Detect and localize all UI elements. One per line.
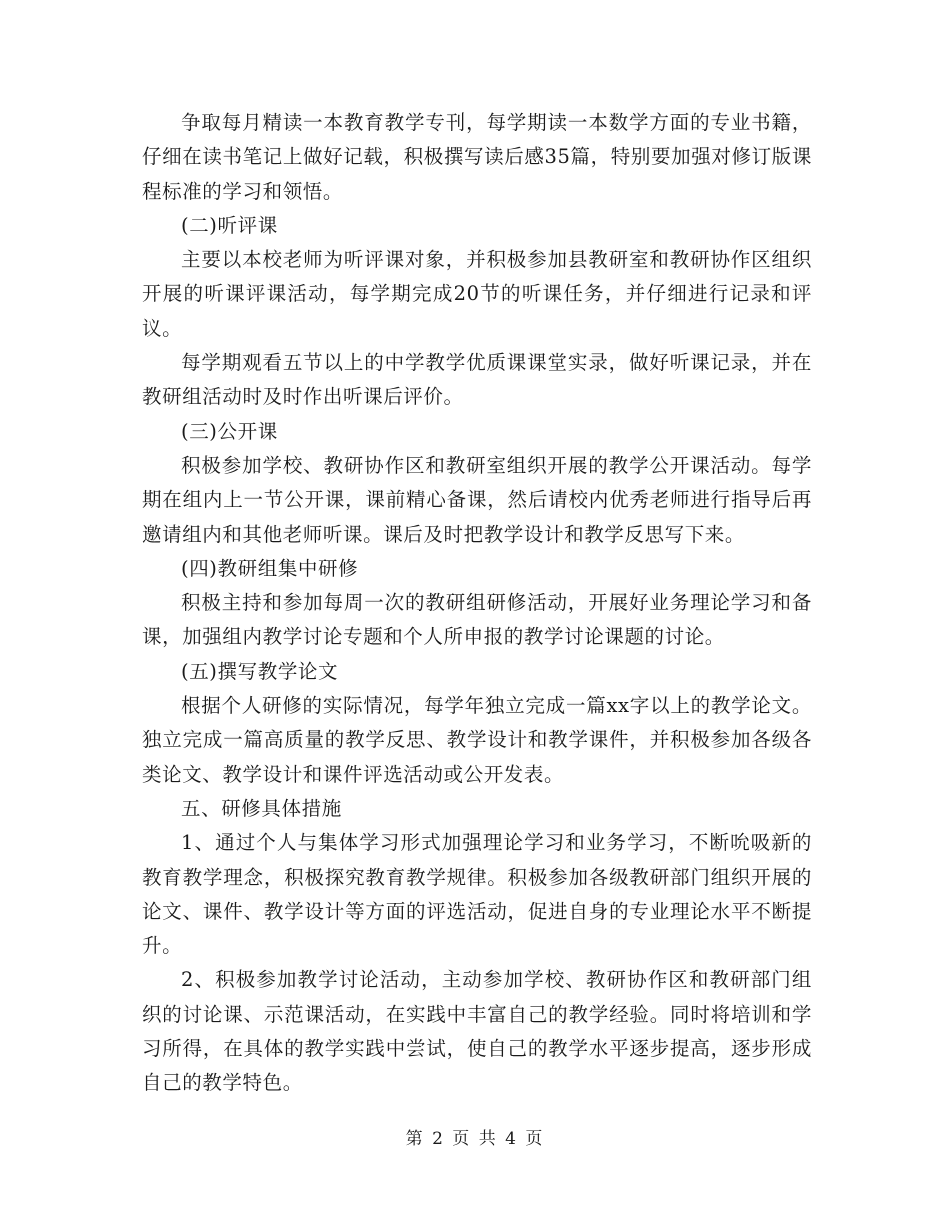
document-body	[142, 106, 812, 1101]
paragraph-open-class: 积极参加学校、教研协作区和教研室组织开展的教学公开课活动。每学期在组内上一节公开课，课前精心备课，然后请校内优秀老师进行指导后再邀请组内和其他老师听课。课后及时把教学设计和教学反思写下来。	[142, 453, 812, 546]
page-number-footer: 第 2 页 共 4 页	[405, 1129, 545, 1149]
paragraph-measure-2: 2、积极参加教学讨论活动，主动参加学校、教研协作区和教研部门组织的讨论课、示范课活动，在实践中丰富自己的教学经验。同时将培训和学习所得，在具体的教学实践中尝试，使自己的教学水平逐步提高，逐步形成自己的教学特色。	[142, 968, 812, 1095]
paragraph-thesis-writing: 根据个人研修的实际情况，每学年独立完成一篇xx字以上的教学论文。独立完成一篇高质量的教学反思、教学设计和教学课件，并积极参加各级各类论文、教学设计和课件评选活动或公开发表。	[142, 694, 812, 786]
heading-group-study: (四)教研组集中研修	[181, 556, 359, 580]
heading-lesson-observation: (二)听评课	[181, 213, 278, 237]
heading-open-class: (三)公开课	[181, 419, 278, 443]
paragraph-reading-plan: 争取每月精读一本教育教学专刊，每学期读一本数学方面的专业书籍，仔细在读书笔记上做好记载，积极撰写读后感35篇，特别要加强对修订版课程标准的学习和领悟。	[142, 111, 812, 203]
heading-measures: 五、研修具体措施	[181, 796, 342, 820]
paragraph-video-lessons: 每学期观看五节以上的中学教学优质课课堂实录，做好听课记录，并在教研组活动时及时作出听课后评价。	[142, 351, 812, 409]
paragraph-observation-targets: 主要以本校老师为听评课对象，并积极参加县教研室和教研协作区组织开展的听课评课活动，每学期完成20节的听课任务，并仔细进行记录和评议。	[142, 248, 812, 340]
paragraph-measure-1: 1、通过个人与集体学习形式加强理论学习和业务学习，不断吮吸新的教育教学理念，积极探究教育教学规律。积极参加各级教研部门组织开展的论文、课件、教学设计等方面的评选活动，促进自身的专业理论水平不断提升。	[142, 831, 812, 958]
paragraph-group-study: 积极主持和参加每周一次的教研组研修活动，开展好业务理论学习和备课，加强组内教学讨论专题和个人所申报的教学讨论课题的讨论。	[142, 591, 812, 649]
heading-thesis-writing: (五)撰写教学论文	[181, 659, 339, 683]
